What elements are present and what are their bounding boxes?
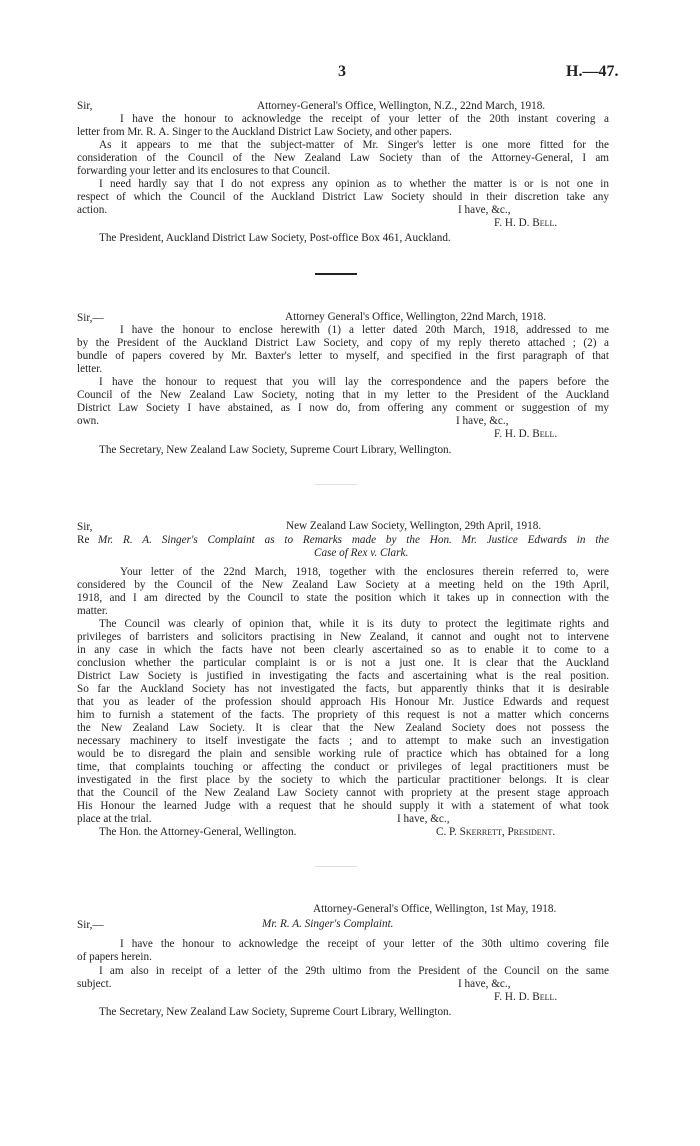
- letter-2-line: District Law Society I have abstained, as I now do, from offering any comment or suggestion of my: [77, 402, 609, 414]
- letter-3-para2-line: that the Council of the New Zealand Law Society cannot with propriety at the present stage approach: [77, 787, 609, 799]
- letter-3-para2-line: the New Zealand Law Society. It is clear that the New Zealand Society does not possess the: [77, 722, 609, 734]
- letter-1-closing: I have, &c.,: [458, 204, 511, 216]
- letter-2-line: letter.: [77, 363, 103, 375]
- letter-4-addressee: The Secretary, New Zealand Law Society, Supreme Court Library, Wellington.: [99, 1006, 452, 1018]
- letter-1-line: respect of which the Council of the Auckland District Law Society should in their discretion take any: [77, 191, 609, 203]
- letter-4-subject: Mr. R. A. Singer's Complaint.: [262, 918, 394, 930]
- letter-4-address: Attorney-General's Office, Wellington, 1st May, 1918.: [313, 903, 557, 915]
- letter-3-re-prefix: Re: [77, 534, 90, 546]
- section-divider: [315, 273, 357, 275]
- letter-3-re-line: Case of Rex v. Clark.: [314, 547, 409, 559]
- letter-2-closing: I have, &c.,: [456, 415, 509, 427]
- letter-4-salutation: Sir,—: [77, 919, 104, 931]
- letter-2-line: Council of the New Zealand Law Society, noting that in my letter to the President of the Auckland: [77, 389, 609, 401]
- letter-3-para2-line: would be to disregard the plain and sensible working rule of practice which has obtained for a long: [77, 748, 609, 760]
- letter-4-closing: I have, &c.,: [458, 978, 511, 990]
- section-divider-faint: [315, 484, 357, 485]
- letter-1-line: As it appears to me that the subject-matter of Mr. Singer's letter is one more fitted for the: [99, 139, 609, 151]
- letter-3-para2-line: conclusion whether the particular complaint is or is not a just one. It is clear that the Auckland: [77, 657, 609, 669]
- letter-1-line: I need hardly say that I do not express any opinion as to whether the matter is or is not one in: [99, 178, 609, 190]
- letter-3-para2-line: necessary machinery to itself investigate the facts ; and to attempt to make such an investigation: [77, 735, 609, 747]
- letter-2-salutation: Sir,—: [77, 312, 104, 324]
- letter-3-para2-line: The Council was clearly of opinion that, while it is its duty to protect the legitimate rights and: [99, 618, 609, 630]
- letter-3-para1-line: Your letter of the 22nd March, 1918, together with the enclosures therein referred to, were: [120, 566, 609, 578]
- letter-3-para1-line: considered by the Council of the New Zealand Law Society at a meeting held on the 19th April,: [77, 579, 609, 591]
- letter-3-para2-line: him to furnish a statement of the facts. The propriety of this request is not a matter which concerns: [77, 709, 609, 721]
- letter-2-address: Attorney General's Office, Wellington, 22nd March, 1918.: [285, 311, 547, 323]
- letter-3-para1-line: matter.: [77, 605, 108, 617]
- letter-2-line: I have the honour to enclose herewith (1) a letter dated 20th March, 1918, addressed to me: [120, 324, 609, 336]
- letter-3-closing: I have, &c.,: [397, 813, 450, 825]
- letter-2-line: I have the honour to request that you will lay the correspondence and the papers before the: [99, 376, 609, 388]
- document-reference: H.—47.: [566, 63, 619, 80]
- letter-3-para2-line: investigated in the first place by the society to which the particular practitioner belongs. It is clear: [77, 774, 609, 786]
- letter-1-line: letter from Mr. R. A. Singer to the Auckland District Law Society, and other papers.: [77, 126, 452, 138]
- letter-2-addressee: The Secretary, New Zealand Law Society, Supreme Court Library, Wellington.: [99, 444, 452, 456]
- letter-4-last-line: subject.: [77, 978, 112, 990]
- letter-3-re-line: Mr. R. A. Singer's Complaint as to Remarks made by the Hon. Mr. Justice Edwards in the: [98, 534, 609, 546]
- letter-3-salutation: Sir,: [77, 521, 93, 533]
- letter-3-para2-line: privileges of barristers and solicitors practising in New Zealand, it cannot and ought not to intervene: [77, 631, 609, 643]
- letter-2-last-line: own.: [77, 415, 100, 427]
- letter-4-line: I am also in receipt of a letter of the 29th ultimo from the President of the Council on the same: [99, 965, 609, 977]
- letter-3-para2-line: So far the Auckland Society has not investigated the facts, but apparently thinks that it is desirable: [77, 683, 609, 695]
- letter-3-para2-line: place at the trial.: [77, 813, 152, 825]
- letter-3-signature: C. P. Skerrett, President.: [436, 826, 556, 838]
- letter-1-line: forwarding your letter and its enclosures to that Council.: [77, 165, 331, 177]
- letter-2-line: bundle of papers covered by Mr. Baxter's letter to myself, and specified in the first paragraph of that: [77, 350, 609, 362]
- letter-2-signature: F. H. D. Bell.: [494, 428, 558, 440]
- letter-1-address: Attorney-General's Office, Wellington, N.Z., 22nd March, 1918.: [257, 100, 546, 112]
- letter-1-line: consideration of the Council of the New Zealand Law Society than of the Attorney-General, I am: [77, 152, 609, 164]
- letter-2-line: by the President of the Auckland District Law Society, and copy of my reply thereto attached ; (2) a: [77, 337, 609, 349]
- letter-3-addressee: The Hon. the Attorney-General, Wellington.: [99, 826, 297, 838]
- letter-4-line: I have the honour to acknowledge the receipt of your letter of the 30th ultimo covering file: [120, 938, 609, 950]
- letter-4-signature: F. H. D. Bell.: [494, 991, 558, 1003]
- letter-3-para2-line: His Honour the learned Judge with a request that he should supply it with a statement of what took: [77, 800, 609, 812]
- letter-1-last-line: action.: [77, 204, 108, 216]
- letter-3-para2-line: District Law Society is justified in investigating the facts and ascertaining what is the real position.: [77, 670, 609, 682]
- section-divider-faint: [315, 866, 357, 867]
- letter-1-salutation: Sir,: [77, 100, 93, 112]
- letter-1-signature: F. H. D. Bell.: [494, 217, 558, 229]
- letter-1-line: I have the honour to acknowledge the receipt of your letter of the 20th instant covering a: [120, 113, 609, 125]
- letter-3-para2-line: that you as leader of the profession should approach His Honour Mr. Justice Edwards and request: [77, 696, 609, 708]
- letter-3-address: New Zealand Law Society, Wellington, 29th April, 1918.: [286, 520, 542, 532]
- letter-3-para2-line: in any case in which the facts have not been clearly ascertained so as to enable it to come to a: [77, 644, 609, 656]
- letter-3-para2-line: time, that complaints touching or affecting the conduct or privileges of legal practitioners must be: [77, 761, 609, 773]
- page-number: 3: [338, 63, 346, 80]
- letter-4-line: of papers herein.: [77, 951, 152, 963]
- letter-1-addressee: The President, Auckland District Law Society, Post-office Box 461, Auckland.: [99, 232, 451, 244]
- letter-3-para1-line: 1918, and I am directed by the Council to state the position which it takes up in connection with the: [77, 592, 609, 604]
